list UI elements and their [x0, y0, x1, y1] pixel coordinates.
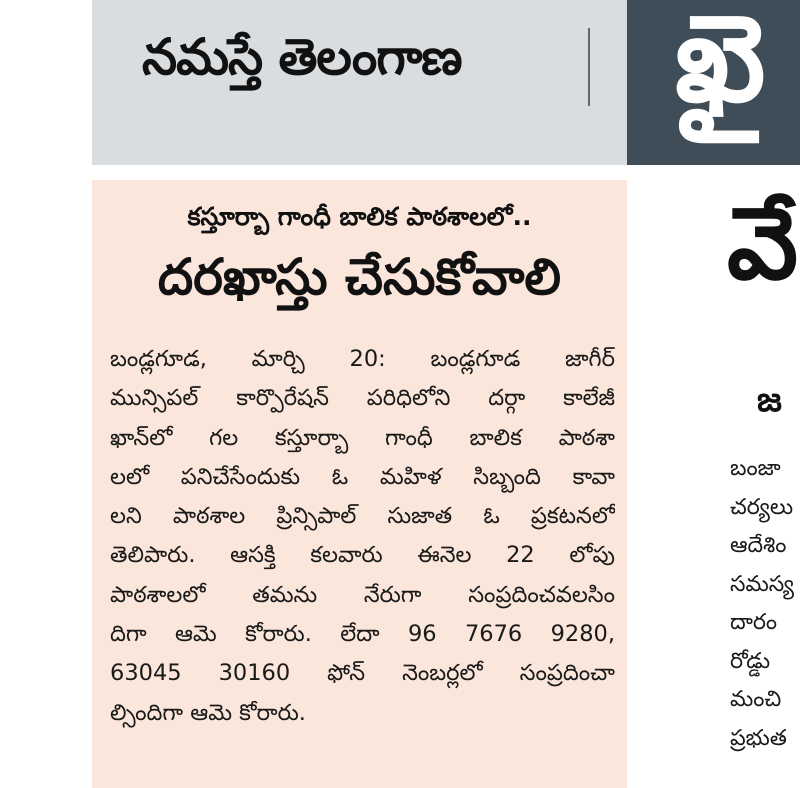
article-body-line: లని పాఠశాల ప్రిన్సిపాల్ సుజాత ఓ ప్రకటనలో [110, 503, 615, 530]
masthead-divider [588, 28, 590, 106]
adjacent-body-line: దారం [730, 610, 778, 635]
article-body-line: తెలిపారు. ఆసక్తి కలవారు ఈనెల 22 లోపు [110, 542, 615, 569]
article-body-line: మున్సిపల్ కార్పొరేషన్ పరిధిలోని దర్గా కాలేజీ [110, 385, 615, 412]
article-body-line: దిగా ఆమె కోరారు. లేదా 96 7676 9280, [110, 621, 615, 648]
adjacent-body-line: సమస్య [730, 571, 794, 597]
newspaper-title: నమస్తే తెలంగాణ [142, 28, 462, 86]
newspaper-masthead [92, 0, 627, 165]
section-banner-text: ఖై [675, 0, 766, 129]
section-banner [627, 0, 800, 165]
news-article [92, 180, 627, 788]
adjacent-body-line: బంజా [730, 456, 781, 481]
article-body-line: బండ్లగూడ, మార్చి 20: బండ్లగూడ జాగీర్ [110, 346, 615, 372]
article-kicker: కస్తూర్బా గాంధీ బాలిక పాఠశాలలో.. [187, 202, 532, 231]
adjacent-body-line: మంచి [730, 687, 782, 712]
article-body-line: ఖాన్‌లో గల కస్తూర్బా గాంధీ బాలిక పాఠశా [110, 424, 615, 451]
adjacent-headline: వే [727, 185, 799, 302]
article-body [110, 340, 615, 733]
adjacent-body [730, 450, 794, 758]
adjacent-body-line: ప్రభుత [730, 725, 787, 751]
article-body-line: పాఠశాలలో తమను నేరుగా సంప్రదించవలసిం [110, 581, 615, 608]
article-body-line: 63045 30160 ఫోన్ నెంబర్లలో సంప్రదించా [110, 660, 615, 687]
adjacent-body-line: రోడ్డు [730, 648, 771, 674]
article-body-line: లలో పనిచేసేందుకు ఓ మహిళ సిబ్బంది కావా [110, 463, 615, 490]
article-body-line: ల్సిందిగా ఆమె కోరారు. [110, 699, 306, 726]
adjacent-subheading: జ [757, 380, 782, 420]
adjacent-body-line: ఆదేశిం [730, 533, 787, 558]
adjacent-article [627, 165, 800, 788]
article-headline: దరఖాస్తు చేసుకోవాలి [157, 248, 562, 306]
adjacent-body-line: చర్యలు [730, 494, 794, 520]
